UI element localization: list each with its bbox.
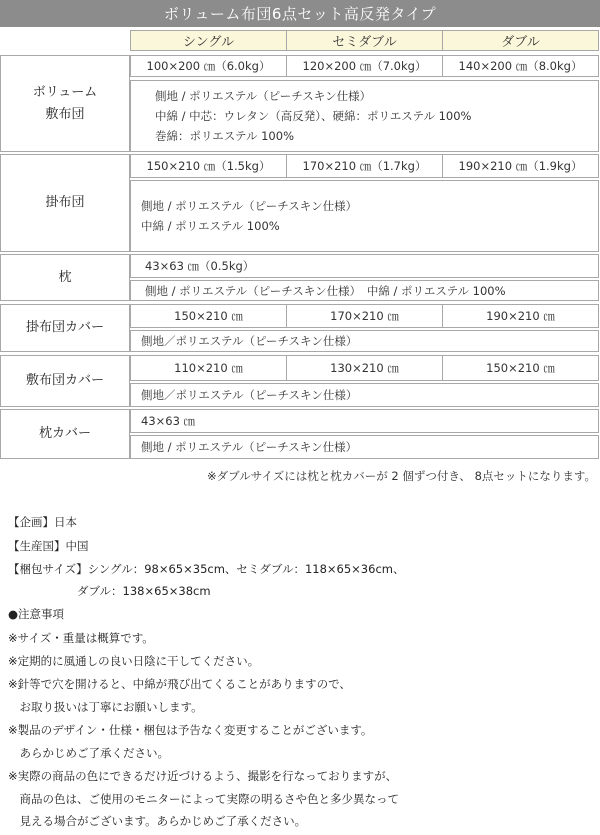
kakefuton-size-double: 190×210 ㎝（1.9kg） [442,154,599,178]
shiki-cover-size-single: 110×210 ㎝ [130,355,287,381]
info-line: お取り扱いは丁寧にお願いします。 [8,700,203,714]
kake-cover-size-semi-double: 170×210 ㎝ [286,304,443,328]
shikifuton-size-semi-double: 120×200 ㎝（7.0kg） [286,55,443,77]
info-line: ※定期的に風通しの良い日陰に干してください。 [8,654,260,668]
kakefuton-material-line: 側地 / ポリエステル（ピーチスキン仕様） [141,199,358,213]
info-line: ※針等で穴を開けると、中綿が飛び出てくることがありますので、 [8,677,351,691]
info-line: ※サイズ・重量は概算です。 [8,631,154,645]
row-label-shikifuton-line1: ボリューム [32,84,98,100]
info-line: ※製品のデザイン・仕様・梱包は予告なく変更することがございます。 [8,723,373,737]
kake-cover-size-double: 190×210 ㎝ [442,304,599,328]
shiki-cover-size-semi-double: 130×210 ㎝ [286,355,443,381]
row-label-kakefuton: 掛布団 [0,154,130,252]
kakefuton-materials [130,180,599,252]
shiki-cover-size-double: 150×210 ㎝ [442,355,599,381]
shikifuton-material-line: 中綿 / 中芯：ウレタン（高反発）、硬綿：ポリエステル 100% [155,109,472,123]
shikifuton-size-double: 140×200 ㎝（8.0kg） [442,55,599,77]
shikifuton-size-single: 100×200 ㎝（6.0kg） [130,55,287,77]
info-line: ※実際の商品の色にできるだけ近づけるよう、撮影を行なっておりますが、 [8,769,398,783]
shikifuton-material-line: 巻綿：ポリエステル 100% [155,129,294,143]
info-line: 【企画】日本 [8,515,77,529]
kakefuton-material-line: 中綿 / ポリエステル 100% [141,219,280,233]
info-line: 見える場合がございます。あらかじめご了承ください。 [8,814,307,828]
makura-size: 43×63 ㎝（0.5kg） [130,254,599,278]
row-label-makura: 枕 [0,254,130,301]
row-label-shiki-cover: 敷布団カバー [0,355,130,407]
kake-cover-size-single: 150×210 ㎝ [130,304,287,328]
table-footnote: ※ダブルサイズには枕と枕カバーが 2 個ずつ付き、 8点セットになります。 [207,469,596,483]
header-single: シングル [130,30,287,51]
makura-cover-size: 43×63 ㎝ [130,409,599,433]
row-label-shikifuton [0,55,130,152]
row-label-kake-cover: 掛布団カバー [0,304,130,352]
shikifuton-materials [130,80,599,152]
makura-cover-material: 側地 / ポリエステル（ピーチスキン仕様） [130,435,599,459]
row-label-makura-cover: 枕カバー [0,409,130,459]
info-line: 商品の色は、ご使用のモニターによって実際の明るさや色と多少異なって [8,792,399,806]
info-line: 【梱包サイズ】シングル：98×65×35cm、セミダブル：118×65×36cm、 [8,562,405,576]
info-line: 【生産国】中国 [8,539,89,553]
shikifuton-material-line: 側地 / ポリエステル（ピーチスキン仕様） [155,89,372,103]
kakefuton-size-semi-double: 170×210 ㎝（1.7kg） [286,154,443,178]
info-line: ダブル：138×65×38cm [8,584,211,598]
kake-cover-material: 側地／ポリエステル（ピーチスキン仕様） [130,330,599,352]
header-double: ダブル [442,30,599,51]
kakefuton-size-single: 150×210 ㎝（1.5kg） [130,154,287,178]
info-line: ●注意事項 [8,607,65,621]
header-semi-double: セミダブル [286,30,443,51]
makura-material: 側地 / ポリエステル（ピーチスキン仕様） 中綿 / ポリエステル 100% [130,280,599,301]
table-title: ボリューム布団6点セット高反発タイプ [0,0,600,27]
row-label-shikifuton-line2: 敷布団 [45,106,85,122]
info-line: あらかじめご了承ください。 [8,746,169,760]
shiki-cover-material: 側地／ポリエステル（ピーチスキン仕様） [130,383,599,407]
